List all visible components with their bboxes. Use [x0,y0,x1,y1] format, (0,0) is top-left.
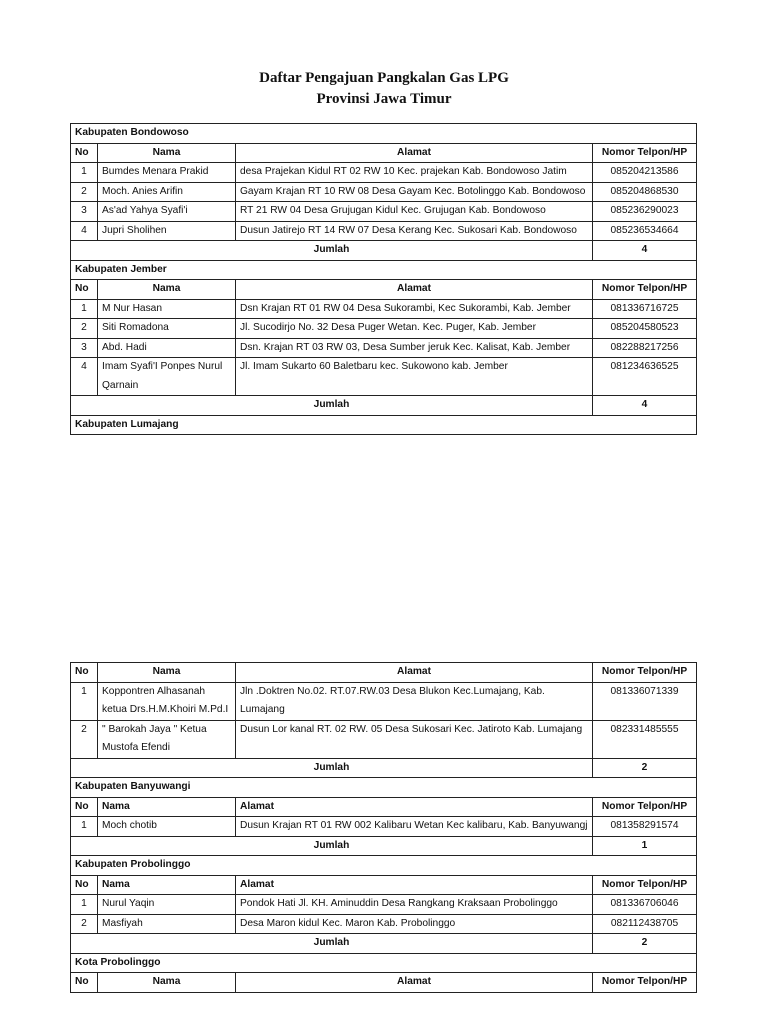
section-title: Kota Probolinggo [71,953,697,973]
column-header-row [71,875,697,895]
header-nama: Nama [98,875,236,895]
row-alamat: desa Prajekan Kidul RT 02 RW 10 Kec. prajekan Kab. Bondowoso Jatim [236,163,593,183]
row-nama: Siti Romadona [98,319,236,339]
column-header-row [71,280,697,300]
header-telepon: Nomor Telpon/HP [593,663,697,683]
total-label: Jumlah [71,934,593,954]
header-no: No [71,663,98,683]
row-alamat: Desa Maron kidul Kec. Maron Kab. Probolinggo [236,914,593,934]
row-alamat: Jl. Imam Sukarto 60 Baletbaru kec. Sukowono kab. Jember [236,358,593,396]
row-nama: Moch chotib [98,817,236,837]
row-telepon: 085236290023 [593,202,697,222]
row-telepon: 085236534664 [593,221,697,241]
section-header-jember [71,260,697,280]
row-no: 3 [71,202,98,222]
table-row [71,358,697,396]
row-no: 1 [71,163,98,183]
header-alamat: Alamat [236,663,593,683]
row-alamat: Dusun Krajan RT 01 RW 002 Kalibaru Wetan Kec kalibaru, Kab. Banyuwangj [236,817,593,837]
row-nama: " Barokah Jaya " Ketua Mustofa Efendi [98,720,236,758]
row-telepon: 081336706046 [593,895,697,915]
table-row [71,914,697,934]
row-no: 1 [71,817,98,837]
total-row [71,934,697,954]
table-row [71,720,697,758]
row-alamat: Pondok Hati Jl. KH. Aminuddin Desa Rangkang Kraksaan Probolinggo [236,895,593,915]
section-header-probolinggo [71,856,697,876]
total-label: Jumlah [71,396,593,416]
total-label: Jumlah [71,241,593,261]
total-label: Jumlah [71,758,593,778]
column-header-row [71,797,697,817]
row-alamat: Dusun Lor kanal RT. 02 RW. 05 Desa Sukosari Kec. Jatiroto Kab. Lumajang [236,720,593,758]
row-no: 2 [71,182,98,202]
section-header-banyuwangi [71,778,697,798]
row-telepon: 085204580523 [593,319,697,339]
row-nama: Imam Syafi'I Ponpes Nurul Qarnain [98,358,236,396]
row-nama: M Nur Hasan [98,299,236,319]
header-nama: Nama [98,143,236,163]
table-row [71,895,697,915]
table-row [71,202,697,222]
table-row [71,299,697,319]
row-telepon: 082331485555 [593,720,697,758]
header-no: No [71,143,98,163]
row-no: 4 [71,358,98,396]
header-alamat: Alamat [236,875,593,895]
header-no: No [71,875,98,895]
header-alamat: Alamat [236,280,593,300]
row-no: 2 [71,319,98,339]
header-nama: Nama [98,280,236,300]
header-nama: Nama [98,797,236,817]
row-telepon: 082112438705 [593,914,697,934]
row-telepon: 085204213586 [593,163,697,183]
row-nama: Nurul Yaqin [98,895,236,915]
column-header-row [71,973,697,993]
row-alamat: Dsn. Krajan RT 03 RW 03, Desa Sumber jeruk Kec. Kalisat, Kab. Jember [236,338,593,358]
section-header-kota-probolinggo [71,953,697,973]
column-header-row [71,143,697,163]
column-header-row [71,663,697,683]
total-row [71,836,697,856]
total-value: 2 [593,758,697,778]
row-no: 1 [71,895,98,915]
row-telepon: 085204868530 [593,182,697,202]
total-label: Jumlah [71,836,593,856]
header-no: No [71,280,98,300]
section-header-lumajang [71,415,697,435]
section-title: Kabupaten Jember [71,260,697,280]
table-row [71,682,697,720]
header-telepon: Nomor Telpon/HP [593,875,697,895]
row-alamat: Dusun Jatirejo RT 14 RW 07 Desa Kerang Kec. Sukosari Kab. Bondowoso [236,221,593,241]
table-row [71,163,697,183]
section-title: Kabupaten Lumajang [71,415,697,435]
document-title: Daftar Pengajuan Pangkalan Gas LPG [259,70,509,86]
row-alamat: Gayam Krajan RT 10 RW 08 Desa Gayam Kec. Botolinggo Kab. Bondowoso [236,182,593,202]
table-row [71,817,697,837]
row-no: 3 [71,338,98,358]
row-telepon: 081336071339 [593,682,697,720]
row-nama: Koppontren Alhasanah ketua Drs.H.M.Khoiri M.Pd.I [98,682,236,720]
row-alamat: Jln .Doktren No.02. RT.07.RW.03 Desa Blukon Kec.Lumajang, Kab. Lumajang [236,682,593,720]
row-no: 4 [71,221,98,241]
total-value: 4 [593,241,697,261]
total-value: 1 [593,836,697,856]
row-telepon: 081336716725 [593,299,697,319]
row-telepon: 081358291574 [593,817,697,837]
row-nama: Masfiyah [98,914,236,934]
row-nama: Moch. Anies Arifin [98,182,236,202]
table-row [71,221,697,241]
row-no: 1 [71,682,98,720]
row-no: 2 [71,720,98,758]
header-telepon: Nomor Telpon/HP [593,797,697,817]
row-nama: Abd. Hadi [98,338,236,358]
section-title: Kabupaten Banyuwangi [71,778,697,798]
total-row [71,241,697,261]
section-title: Kabupaten Bondowoso [71,124,697,144]
header-telepon: Nomor Telpon/HP [593,280,697,300]
table-row [71,338,697,358]
row-alamat: RT 21 RW 04 Desa Grujugan Kidul Kec. Grujugan Kab. Bondowoso [236,202,593,222]
header-no: No [71,797,98,817]
header-nama: Nama [98,663,236,683]
header-alamat: Alamat [236,973,593,993]
header-telepon: Nomor Telpon/HP [593,973,697,993]
row-telepon: 082288217256 [593,338,697,358]
row-nama: Jupri Sholihen [98,221,236,241]
row-alamat: Dsn Krajan RT 01 RW 04 Desa Sukorambi, Kec Sukorambi, Kab. Jember [236,299,593,319]
header-telepon: Nomor Telpon/HP [593,143,697,163]
row-alamat: Jl. Sucodirjo No. 32 Desa Puger Wetan. Kec. Puger, Kab. Jember [236,319,593,339]
total-value: 4 [593,396,697,416]
document-subtitle: Provinsi Jawa Timur [316,91,452,107]
table-row [71,319,697,339]
header-alamat: Alamat [236,143,593,163]
row-no: 1 [71,299,98,319]
header-nama: Nama [98,973,236,993]
table-page-1 [70,123,697,435]
total-value: 2 [593,934,697,954]
total-row [71,396,697,416]
section-header-bondowoso [71,124,697,144]
table-row [71,182,697,202]
section-title: Kabupaten Probolinggo [71,856,697,876]
row-nama: Bumdes Menara Prakid [98,163,236,183]
table-page-2 [70,662,697,993]
total-row [71,758,697,778]
row-telepon: 081234636525 [593,358,697,396]
row-nama: As'ad Yahya Syafi'i [98,202,236,222]
header-alamat: Alamat [236,797,593,817]
header-no: No [71,973,98,993]
row-no: 2 [71,914,98,934]
